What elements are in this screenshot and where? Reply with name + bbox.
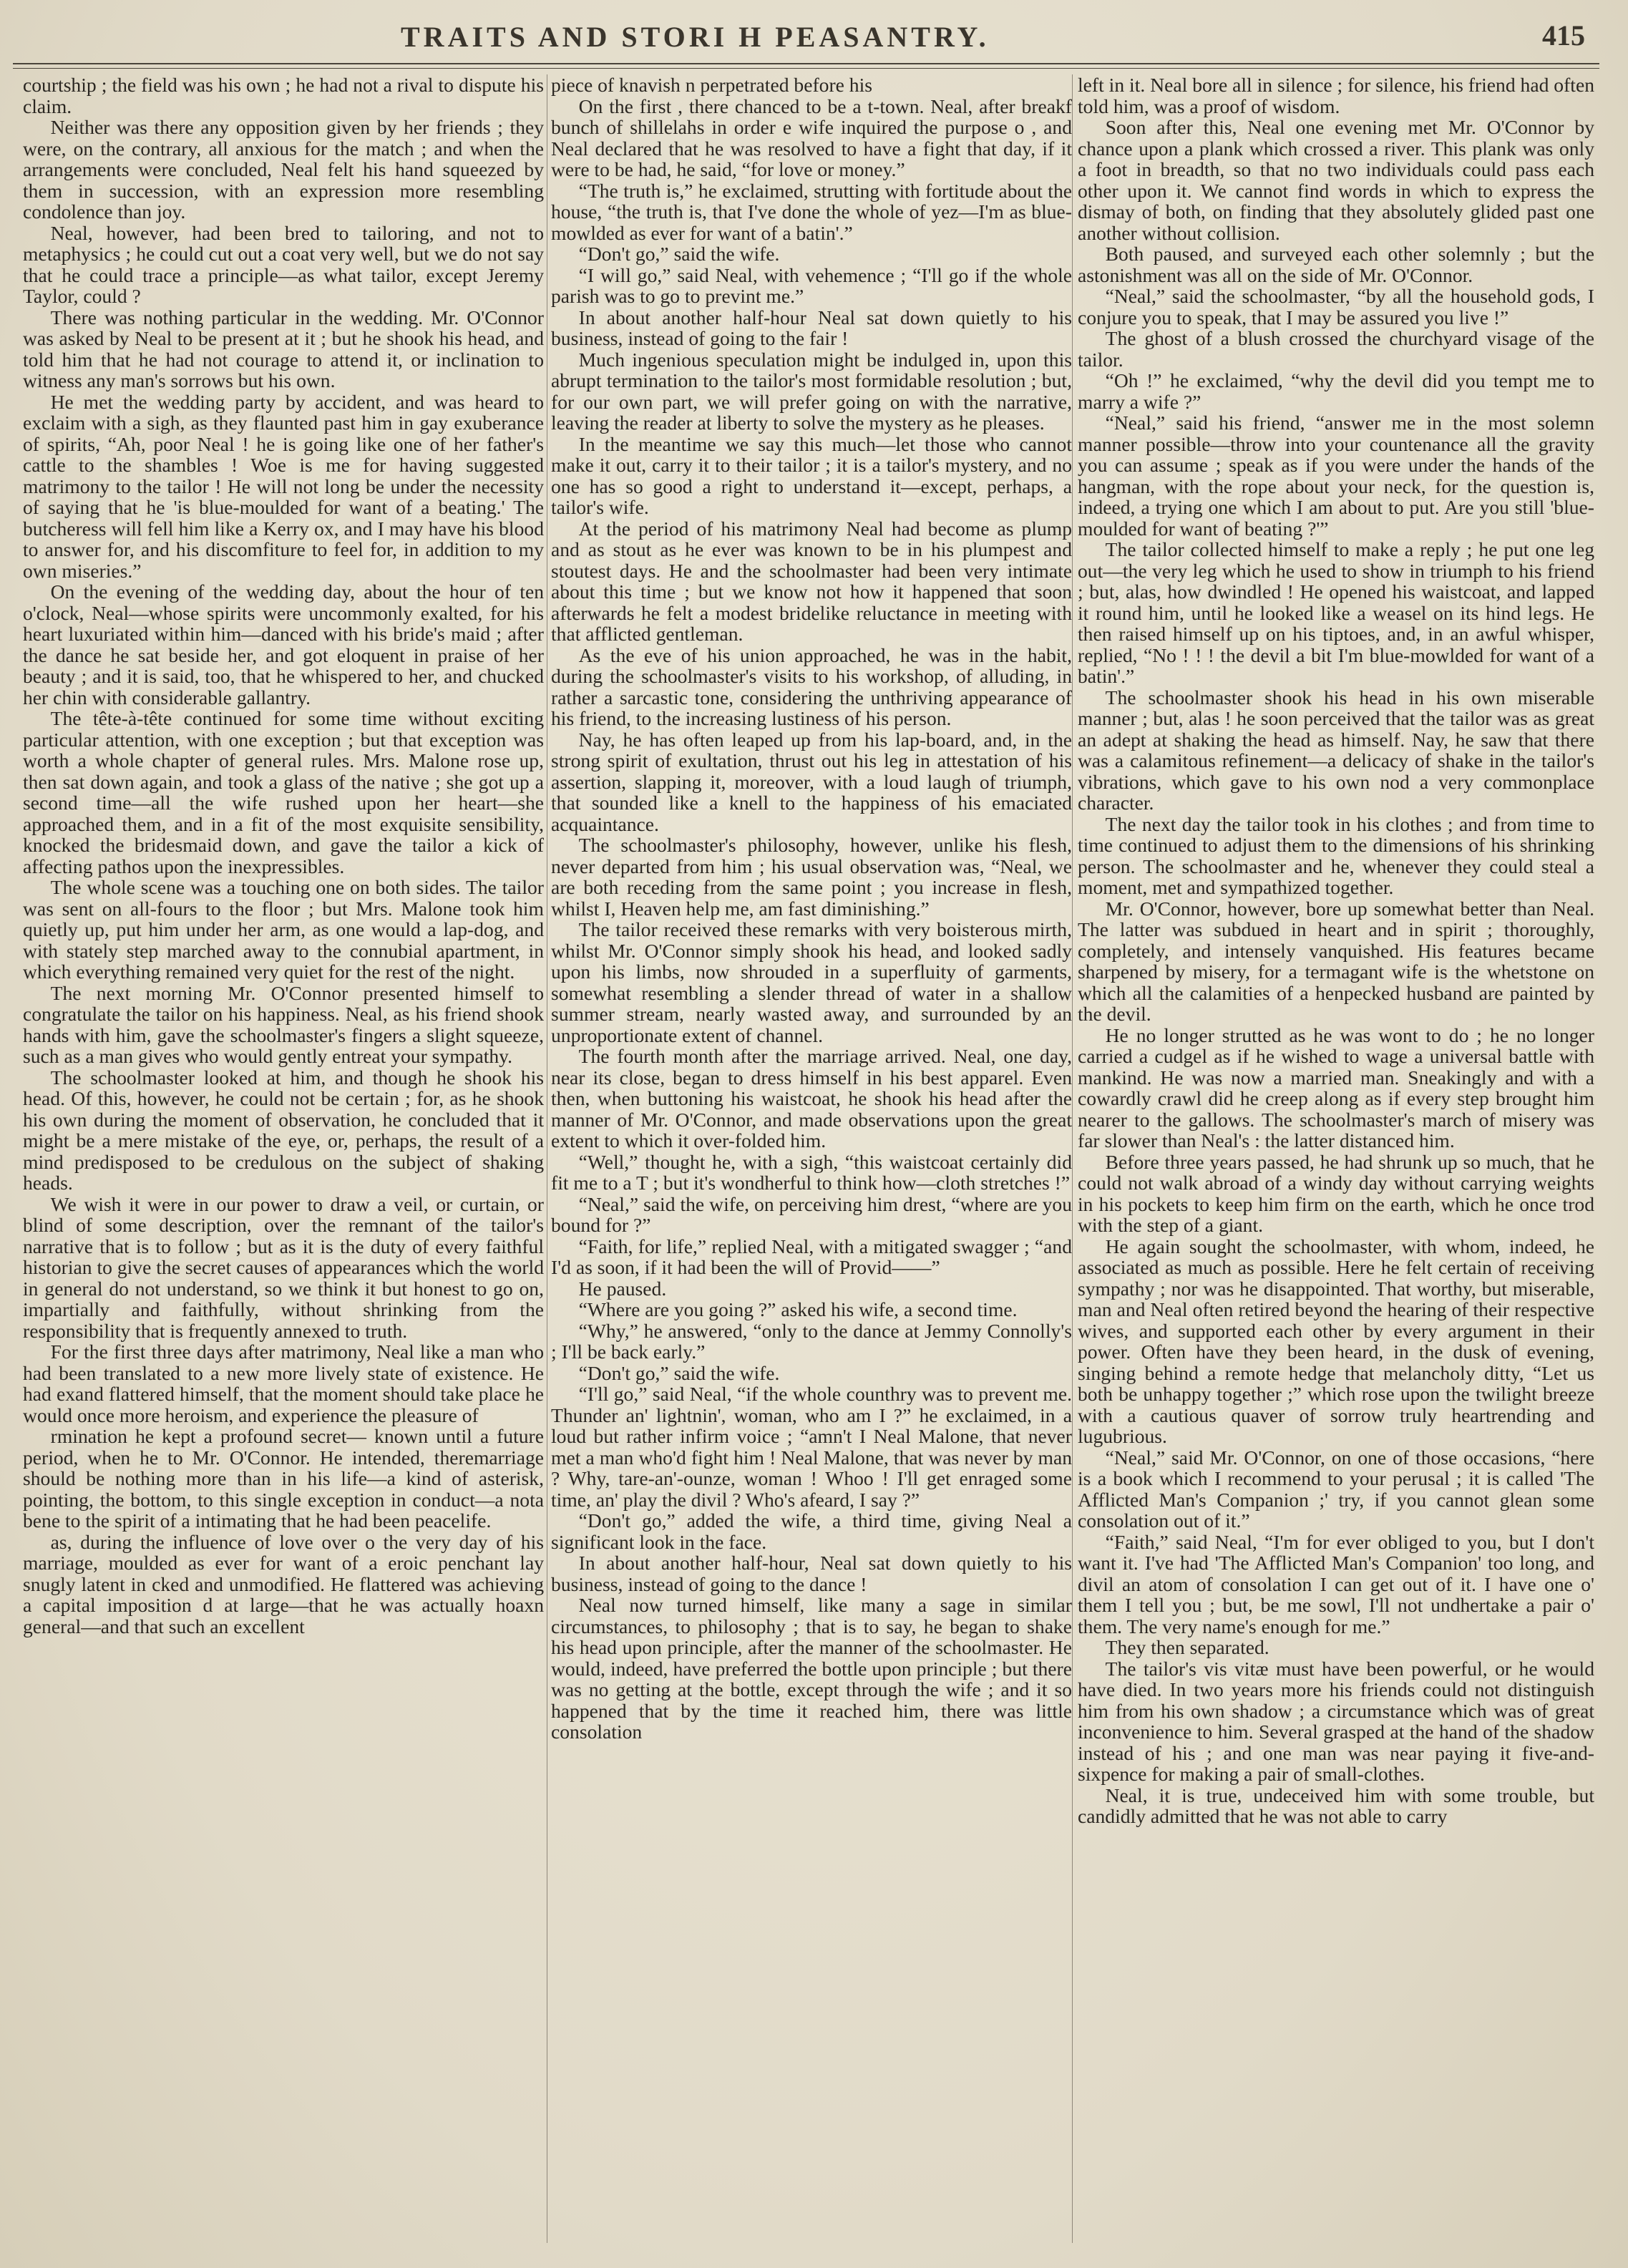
paragraph: The tailor's vis vitæ must have been powerful, or he would have died. In two years more his friends could not distinguish him from his own shadow ; a circumstance which was of great inconvenience to him. Several grasped at the hand of the shadow instead of his ; and one man was near paying it five-and-sixpence for making a pair of small-clothes. — [1078, 1657, 1594, 1785]
page-header — [0, 0, 1628, 72]
paragraph: “I'll go,” said Neal, “if the whole counthry was to prevent me. Thunder an' lightnin', woman, who am I ?” he exclaimed, in a loud but rather infirm voice ; “amn't I Neal Malone, that never met a man who'd fight him ! Neal Malone, that was never by man ? Why, tare-an'-ounze, woman ! Whoo ! I'll get enraged some time, an' play the divil ? Who's afeard, I say ?” — [551, 1383, 1072, 1511]
paragraph: Mr. O'Connor, however, bore up somewhat better than Neal. The latter was subdued in heart and in spirit ; thoroughly, completely, and intensely vanquished. His features became sharpened by misery, for a termagant wife is the whetstone on which all the calamities of a henpecked husband are painted by the devil. — [1078, 897, 1594, 1025]
text-column-3 — [1078, 74, 1594, 2243]
paragraph: Nay, he has often leaped up from his lap-board, and, in the strong spirit of exultation, thrust out his leg in attestation of his assertion, slapping it, moreover, with a loud laugh of triumph, that sounded like a knell to the happiness of his emaciated acquaintance. — [551, 728, 1072, 835]
paragraph: In the meantime we say this much—let those who cannot make it out, carry it to their tailor ; it is a tailor's mystery, and no one has so good a right to understand it—except, perhaps, a tailor's wife. — [551, 432, 1072, 518]
paragraph: “Don't go,” said the wife. — [578, 243, 780, 265]
paragraph: There was nothing particular in the wedding. Mr. O'Connor was asked by Neal to be present at it ; but he shook his head, and told him that he had not courage to attend it, or inclination to witness any man's sorrows but his own. — [23, 306, 544, 391]
paragraph: The whole scene was a touching one on both sides. The tailor was sent on all-fours to the floor ; but Mrs. Malone took him quietly up, put him under her arm, as one would a lap-dog, and with stately step marched away to the connubial apartment, in which everything remained very quiet for the rest of the night. — [23, 876, 544, 983]
paragraph: as, during the influence of love over o the very day of his marriage, moulded as ever for want of a eroic penchant lay snugly latent in cked and unmodified. He flattered was achieving a capital imposition d at large—that he was actually hoaxn general—and that such an excellent — [23, 1530, 544, 1637]
paragraph: As the eve of his union approached, he was in the habit, during the schoolmaster's visits to his workshop, of alluding, in rather a sarcastic tone, considering the unthriving appearance of his friend, to the increasing lustiness of his person. — [551, 643, 1072, 729]
header-rule — [13, 63, 1599, 69]
paragraph: “Where are you going ?” asked his wife, a second time. — [578, 1298, 1018, 1320]
paragraph: The tête-à-tête continued for some time without exciting particular attention, with one exception ; but that exception was worth a whole chapter of general rules. Mrs. Malone rose up, then sat down again, and took a glass of the native ; she got up a second time—all the wife rushed upon her heart—she approached them, and in a fit of the most exquisite sensibility, knocked the bridesmaid down, and gave the tailor a kick of affecting pathos upon the inexpressibles. — [23, 707, 544, 877]
column-divider-2 — [1072, 74, 1073, 2243]
page-number: 415 — [1542, 19, 1585, 52]
paragraph: The schoolmaster's philosophy, however, unlike his flesh, never departed from him ; his usual observation was, “Neal, we are both receding from the same point ; you increase in flesh, whilst I, Heaven help me, am fast diminishing.” — [551, 834, 1072, 920]
paragraph: Soon after this, Neal one evening met Mr. O'Connor by chance upon a plank which crossed a river. This plank was only a foot in breadth, so that no two individuals could pass each other upon it. We cannot find words in which to express the dismay of both, on finding that they absolutely glided past one another without collision. — [1078, 116, 1594, 244]
paragraph: piece of knavish n perpetrated before his — [551, 74, 872, 96]
paragraph: “Why,” he answered, “only to the dance at Jemmy Connolly's ; I'll be back early.” — [551, 1319, 1072, 1363]
paragraph: For the first three days after matrimony, Neal like a man who had been translated to a new more lively state of existence. He had exand flattered himself, that the moment should take place he would once more heroism, and experience the pleasure of — [23, 1340, 544, 1426]
paragraph: In about another half-hour, Neal sat down quietly to his business, instead of going to the dance ! — [551, 1552, 1072, 1595]
paragraph: On the first , there chanced to be a t-town. Neal, after breakf bunch of shillelahs in order e wife inquired the purpose o , and Neal declared that he was resolved to have a fight that day, if it were to be had, he said, “for love or money.” — [551, 94, 1072, 180]
paragraph: “Neal,” said the wife, on perceiving him drest, “where are you bound for ?” — [551, 1192, 1072, 1236]
paragraph: Neal now turned himself, like many a sage in similar circumstances, to philosophy ; that is to say, he began to shake his head upon principle, after the manner of the schoolmaster. He would, indeed, have preferred the bottle upon principle ; but there was no getting at the bottle, except through the wife ; and it so happened that by the time it reached him, there was little consolation — [551, 1594, 1072, 1743]
paragraph: On the evening of the wedding day, about the hour of ten o'clock, Neal—whose spirits were uncommonly exalted, for his heart luxuriated within him—danced with his bride's maid ; after the dance he sat beside her, and got eloquent in praise of her beauty ; and it is said, too, that he whispered to her, and chucked her chin with considerable gallantry. — [23, 580, 544, 709]
paragraph: Neal, however, had been bred to tailoring, and not to metaphysics ; he could cut out a coat very well, but we do not say that he could trace a principle—as what tailor, except Jeremy Taylor, could ? — [23, 221, 544, 307]
paragraph: “Oh !” he exclaimed, “why the devil did you tempt me to marry a wife ?” — [1078, 369, 1594, 413]
paragraph: The tailor received these remarks with very boisterous mirth, whilst Mr. O'Connor simply shook his head, and looked sadly upon his limbs, now shrouded in a superfluity of garments, somewhat resembling a slender thread of water in a shallow summer stream, nearly wasted away, and surrounded by an unproportionate extent of channel. — [551, 918, 1072, 1046]
paragraph: The ghost of a blush crossed the churchyard visage of the tailor. — [1078, 327, 1594, 371]
paragraph: “Faith,” said Neal, “I'm for ever obliged to you, but I don't want it. I've had 'The Afflicted Man's Companion' too long, and divil an atom of consolation I can get out of it. I have one o' them I tell you ; but, be me sowl, I'll not undhertake a pair o' them. The very name's enough for me.” — [1078, 1530, 1594, 1637]
text-column-2 — [551, 74, 1072, 2243]
paragraph: The schoolmaster shook his head in his own miserable manner ; but, alas ! he soon perceived that the tailor was as great an adept at shaking the head as himself. Nay, he saw that there was a calamitous refinement—a delicacy of shake in the tailor's vibrations, which gave to his own nod a very commonplace character. — [1078, 686, 1594, 814]
paragraph: The next day the tailor took in his clothes ; and from time to time continued to adjust them to the dimensions of his shrinking person. The schoolmaster and he, whenever they could steal a moment, met and sympathized together. — [1078, 812, 1594, 898]
paragraph: At the period of his matrimony Neal had become as plump and as stout as he ever was known to be in his plumpest and stoutest days. He and the schoolmaster had been very intimate about this time ; but we know not how it happened that soon afterwards he felt a modest bridelike reluctance in meeting with that afflicted gentleman. — [551, 517, 1072, 645]
paragraph: “I will go,” said Neal, with vehemence ; “I'll go if the whole parish was to go to prevint me.” — [551, 263, 1072, 307]
paragraph: They then separated. — [1105, 1636, 1269, 1658]
paragraph: Neither was there any opposition given by her friends ; they were, on the contrary, all anxious for the match ; and when the arrangements were concluded, Neal felt his hand squeezed by them in succession, with an expression more resembling condolence than joy. — [23, 116, 544, 223]
paragraph: “Faith, for life,” replied Neal, with a mitigated swagger ; “and I'd as soon, if it had been the will of Provid——” — [551, 1235, 1072, 1278]
paragraph: The fourth month after the marriage arrived. Neal, one day, near its close, began to dress himself in his best apparel. Even then, when buttoning his waistcoat, he shook his head after the manner of Mr. O'Connor, and made observations upon the great extent to which it over-folded him. — [551, 1045, 1072, 1152]
paragraph: “Neal,” said the schoolmaster, “by all the household gods, I conjure you to speak, that I may be assured you live !” — [1078, 285, 1594, 328]
paragraph: Neal, it is true, undeceived him with some trouble, but candidly admitted that he was not able to carry — [1078, 1783, 1594, 1827]
paragraph: Before three years passed, he had shrunk up so much, that he could not walk abroad of a windy day without carrying weights in his pockets to keep him firm on the earth, which he once trod with the step of a giant. — [1078, 1150, 1594, 1236]
running-title: TRAITS AND STORI H PEASANTRY. — [401, 21, 990, 53]
paragraph: left in it. Neal bore all in silence ; for silence, his friend had often told him, was a proof of wisdom. — [1078, 74, 1594, 117]
paragraph: The schoolmaster looked at him, and though he shook his head. Of this, however, he could not be certain ; for, as he shook his own during the moment of observation, he concluded that it might be a mere mistake of the eye, or, perhaps, the result of a mind predisposed to be credulous on the subject of shaking heads. — [23, 1066, 544, 1194]
paragraph: In about another half-hour Neal sat down quietly to his business, instead of going to the fair ! — [551, 306, 1072, 349]
paragraph: Both paused, and surveyed each other solemnly ; but the astonishment was all on the side of Mr. O'Connor. — [1078, 243, 1594, 286]
paragraph: “Well,” thought he, with a sigh, “this waistcoat certainly did fit me to a T ; but it's wondherful to think how—cloth stretches !” — [551, 1150, 1072, 1194]
paragraph: He paused. — [578, 1277, 667, 1300]
paragraph: rmination he kept a profound secret— known until a future period, when he to Mr. O'Connor. He intended, theremarriage should be nothing more than in his life—a kind of asterisk, pointing, the bottom, to this single exception in conduct—a nota bene to the spirit of a intimating that he had been peacelife. — [23, 1425, 544, 1532]
text-column-1 — [23, 74, 544, 2243]
paragraph: Much ingenious speculation might be indulged in, upon this abrupt termination to the tailor's most formidable resolution ; but, for our own part, we will prefer going on with the narrative, leaving the reader at liberty to solve the mystery as he pleases. — [551, 348, 1072, 434]
paragraph: “Neal,” said Mr. O'Connor, on one of those occasions, “here is a book which I recommend to your perusal ; it is called 'The Afflicted Man's Companion ;' try, if you cannot glean some consolation out of it.” — [1078, 1446, 1594, 1532]
paragraph: “Don't go,” said the wife. — [578, 1361, 780, 1384]
paragraph: “Don't go,” added the wife, a third time, giving Neal a significant look in the face. — [551, 1509, 1072, 1553]
paragraph: courtship ; the field was his own ; he had not a rival to dispute his claim. — [23, 74, 544, 117]
paragraph: The tailor collected himself to make a reply ; he put one leg out—the very leg which he used to show in triumph to his friend ; but, alas, how dwindled ! He opened his waistcoat, and lapped it round him, until he looked like a weasel on its hind legs. He then raised himself up on his tiptoes, and, in an awful whisper, replied, “No ! ! ! the devil a bit I'm blue-mowlded for want of a batin'.” — [1078, 538, 1594, 687]
paragraph: He no longer strutted as he was wont to do ; he no longer carried a cudgel as if he wished to wage a universal battle with mankind. He was now a married man. Sneakingly and with a cowardly crawl did he creep along as if every step brought him nearer to the gallows. The schoolmaster's march of misery was far slower than Neal's : the latter distanced him. — [1078, 1023, 1594, 1152]
paragraph: He again sought the schoolmaster, with whom, indeed, he associated as much as possible. Here he felt certain of receiving sympathy ; nor was he disappointed. That worthy, but miserable, man and Neal often retired beyond the hearing of their respective wives, and supported each other by every argument in their power. Often have they been heard, in the dusk of evening, singing behind a remote hedge that melancholy ditty, “Let us both be unhappy together ;” which rose upon the twilight breeze with a cautious quaver of sorrow truly heartrending and lugubrious. — [1078, 1235, 1594, 1447]
paragraph: The next morning Mr. O'Connor presented himself to congratulate the tailor on his happiness. Neal, as his friend shook hands with him, gave the schoolmaster's fingers a slight squeeze, such as a man gives who would gently entreat your sympathy. — [23, 981, 544, 1067]
paragraph: “The truth is,” he exclaimed, strutting with fortitude about the house, “the truth is, that I've done the whole of yez—I'm as blue-mowlded as ever for want of a batin'.” — [551, 179, 1072, 244]
paragraph: We wish it were in our power to draw a veil, or curtain, or blind of some description, over the remnant of the tailor's narrative that is to follow ; but as it is the duty of every faithful historian to give the secret causes of appearances which the world in general do not understand, so we think it but honest to go on, impartially and faithfully, without shrinking from the responsibility that is frequently annexed to truth. — [23, 1192, 544, 1342]
paragraph: He met the wedding party by accident, and was heard to exclaim with a sigh, as they flaunted past him in gay exuberance of spirits, “Ah, poor Neal ! he is going like one of her father's cattle to the shambles ! Woe is me for having suggested matrimony to the tailor ! He will not long be under the necessity of saying that he 'is blue-moulded for want of a beating.' The butcheress will fell him like a Kerry ox, and I may have his blood to answer for, and his discomfiture to feel for, in addition to my own miseries.” — [23, 390, 544, 582]
paragraph: “Neal,” said his friend, “answer me in the most solemn manner possible—throw into your countenance all the gravity you can assume ; speak as if you were under the hands of the hangman, with the rope about your neck, for the question is, indeed, a trying one which I am about to put. Are you still 'blue-moulded for want of beating ?'” — [1078, 412, 1594, 540]
